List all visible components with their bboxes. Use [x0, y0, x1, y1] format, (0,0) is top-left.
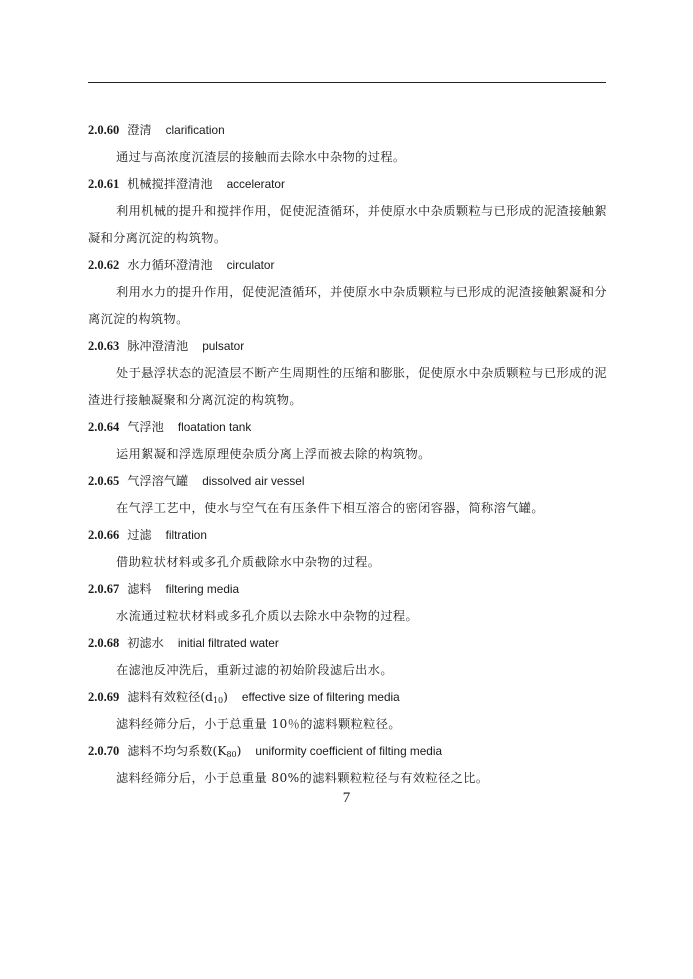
term-english: filtering media	[165, 582, 240, 596]
term-heading	[88, 117, 693, 144]
term-english: pulsator	[202, 339, 245, 353]
term-english: accelerator	[226, 177, 285, 191]
term-heading	[88, 684, 693, 711]
term-heading	[88, 333, 693, 360]
term-chinese	[127, 744, 241, 758]
term-heading	[88, 468, 693, 495]
term-definition: 在滤池反冲洗后，重新过滤的初始阶段滤后出水。	[116, 663, 393, 677]
term-heading	[88, 252, 693, 279]
term-number: 2.0.68	[88, 636, 120, 650]
term-chinese	[127, 690, 228, 704]
term-definition: 借助粒状材料或多孔介质截除水中杂物的过程。	[116, 555, 381, 569]
term-entry	[0, 171, 693, 252]
term-chinese: 过滤	[127, 528, 152, 542]
term-definition: 水流通过粒状材料或多孔介质以去除水中杂物的过程。	[116, 609, 419, 623]
term-english: uniformity coefficient of filting media	[255, 744, 443, 758]
term-number: 2.0.69	[88, 690, 120, 704]
term-chinese: 水力循环澄清池	[127, 258, 213, 272]
term-subscript: 10	[212, 696, 224, 705]
term-number: 2.0.66	[88, 528, 120, 542]
term-number: 2.0.67	[88, 582, 120, 596]
term-definition: 利用水力的提升作用，促使泥渣循环，并使原水中杂质颗粒与已形成的泥渣接触絮凝和分离沉淀的构筑物。	[88, 285, 607, 326]
term-number: 2.0.61	[88, 177, 120, 191]
term-chinese-main: 滤料不均匀系数(K	[127, 744, 227, 758]
term-definition: 运用絮凝和浮选原理使杂质分离上浮而被去除的构筑物。	[116, 447, 431, 461]
term-number: 2.0.70	[88, 744, 120, 758]
term-english: dissolved air vessel	[202, 474, 305, 488]
term-number: 2.0.64	[88, 420, 120, 434]
term-english: clarification	[165, 123, 225, 137]
term-chinese: 机械搅拌澄清池	[127, 177, 213, 191]
term-number: 2.0.62	[88, 258, 120, 272]
term-chinese: 脉冲澄清池	[127, 339, 189, 353]
term-entry	[0, 468, 693, 522]
term-heading	[88, 630, 693, 657]
term-chinese-main: 滤料有效粒径(d	[127, 690, 213, 704]
term-definition: 利用机械的提升和搅拌作用，促使泥渣循环，并使原水中杂质颗粒与已形成的泥渣接触絮凝和分离沉淀的构筑物。	[88, 204, 607, 245]
page-number: 7	[342, 790, 351, 806]
term-heading	[88, 738, 693, 765]
term-entry	[0, 738, 693, 792]
term-entry	[0, 252, 693, 333]
term-chinese-end: )	[236, 744, 242, 758]
term-definition: 通过与高浓度沉渣层的接触而去除水中杂物的过程。	[116, 150, 406, 164]
term-english: effective size of filtering media	[241, 690, 400, 704]
term-chinese: 气浮池	[127, 420, 164, 434]
term-entry	[0, 630, 693, 684]
term-chinese: 滤料	[127, 582, 152, 596]
term-chinese: 初滤水	[127, 636, 164, 650]
term-number: 2.0.63	[88, 339, 120, 353]
term-chinese: 澄清	[127, 123, 152, 137]
term-english: floatation tank	[177, 420, 252, 434]
term-english: filtration	[165, 528, 207, 542]
term-number: 2.0.60	[88, 123, 120, 137]
term-entry	[0, 414, 693, 468]
term-entry	[0, 522, 693, 576]
header-rule	[88, 82, 606, 83]
term-english: initial filtrated water	[177, 636, 279, 650]
term-entry	[0, 333, 693, 414]
term-subscript: 80	[226, 750, 237, 759]
term-definition: 在气浮工艺中，使水与空气在有压条件下相互溶合的密闭容器，简称溶气罐。	[116, 501, 544, 515]
term-list	[0, 117, 693, 792]
term-entry	[0, 117, 693, 171]
term-english: circulator	[226, 258, 275, 272]
term-heading	[88, 414, 693, 441]
term-heading	[88, 576, 693, 603]
term-chinese: 气浮溶气罐	[127, 474, 189, 488]
term-heading	[88, 522, 693, 549]
term-chinese-end: )	[223, 690, 228, 704]
term-definition: 滤料经筛分后，小于总重量 80%的滤料颗粒粒径与有效粒径之比。	[116, 771, 489, 785]
term-heading	[88, 171, 693, 198]
term-number: 2.0.65	[88, 474, 120, 488]
term-definition: 滤料经筛分后，小于总重量 10％的滤料颗粒粒径。	[116, 717, 401, 731]
term-definition: 处于悬浮状态的泥渣层不断产生周期性的压缩和膨胀，促使原水中杂质颗粒与已形成的泥渣进行接触凝聚和分离沉淀的构筑物。	[88, 366, 607, 407]
term-entry	[0, 684, 693, 738]
term-entry	[0, 576, 693, 630]
